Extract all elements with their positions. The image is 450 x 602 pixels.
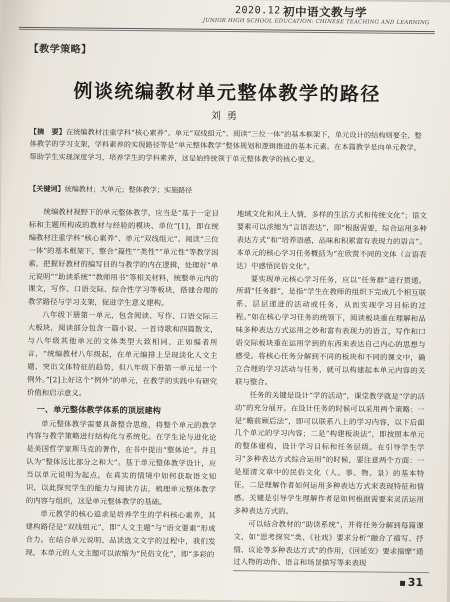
page-number-text: 31 — [407, 575, 424, 590]
article-author: 刘勇 — [210, 110, 243, 123]
body-paragraph: 统编教材视野下的单元整体教学，应当是“基于一定目标和主题所构成的教材与经验的模块、单位”[1]，即在统编教材注重学科“核心素养”、单元“双线组元”、阅读“三位一体”的基本框架下，整合“篇性”“类性”“单元性”等教学因素，把握好教材的编写目的与教学的内在逻辑，处理好“单元说明”“助读系统”“教师用书”等相关材料，统整单元内的课文，写作、口语交际、综合性学习等板块，搭建合理的教学路径与学习支架，促进学生意义建构。 — [27, 207, 219, 308]
magazine-title: 初中语文教与学 — [282, 4, 368, 20]
keywords — [29, 183, 427, 199]
issue-number: 2020.12 — [234, 5, 281, 17]
body-paragraph: 地域文化和风土人情，多样的生活方式和传统文化”；语文要素可以浓缩为“言语表达”，即“根据需要，综合运用多种表达方式”和“培养语感，品味和积累富有表现力的语言”。本单元的核心学习任务概括为“在欣赏不同的文体（言语表达）中感悟民俗文化”。 — [236, 209, 427, 271]
page-number — [400, 576, 423, 589]
left-column — [25, 206, 219, 561]
body-paragraph: 可以结合教材的“助读系统”，并将任务分解到每篇课文，如“思考探究”类、《社戏》要求分析“融合了描写、抒情、议论等多种表达方式”的作用，《回延安》要求揣摩“通过人物的动作、语言和场景描写等来表现 — [233, 519, 424, 568]
right-column — [233, 208, 427, 571]
article-title: 例谈统编教材单元整体教学的路径 — [73, 80, 382, 106]
body-paragraph: 任务的关键是设计“学的活动”，课堂教学就是“学的活动”的充分展开。在设计任务的时候可以采用两个策略：一是“瞻前顾后法”，即可以联系八上的学习内容，以下后面几个单元的学习内容；二是“构建板块法”，即按照本单元的整体建构，设计学习目标和任务层级。在引导学生学习“多种表达方式综合运用”的时候，要注意两个方面：一是厘清文章中的民俗文化（人、事、物、景）的基本特征，二是理解作者如何运用多种表达方式来表现特征和情感。关键是引导学生理解作者是如何根据需要来灵活运用多种表达方式的。 — [233, 389, 426, 516]
keywords-text: 统编教材；大单元；整体教学；实施路径 — [64, 184, 193, 195]
abstract-text: 在统编教材注重学科“核心素养”、单元“双线组元”、阅读“三位一体”的基本框架下，单元设计的结构则要全、整体教学的学习支架，学科素养的实现路径等是“单元整体教学”整体规划和逻辑推进的基本元素。在本篇教学是向单元教学，帮助学生实现深度学习，培养学生的学科素养，这是始终统领于单元整体教学的核心要义。 — [29, 127, 422, 164]
body-paragraph: 八年级下册第一单元，包含阅读、写作、口语交际三大板块，阅读部分包含一篇小说、一首诗歌和四篇散文，与八年级其他单元的文体类型大致相同，正如编者所言，“统编教材八年级起，在单元编排上呈现淡化人文主题、突出文体特征的趋势，但八年级下册第一单元是一个例外。”[2]上好这个“例外”的单元，在教学的实践中有研究价值和启示意义。 — [26, 310, 218, 398]
section-tag: 【教学策略】 — [28, 43, 92, 56]
section-heading: 一、单元整体教学体系的顶层建构 — [36, 403, 162, 415]
magazine-english-title: JUNIOR HIGH SCHOOL EDUCATION: CHINESE TEACHING AND LEARNING — [202, 17, 430, 27]
abstract — [29, 126, 427, 167]
page-marker-icon — [400, 580, 405, 585]
abstract-label: 【摘 要】 — [29, 126, 67, 137]
keywords-label: 【关键词】 — [29, 183, 65, 194]
body-paragraph: 要实现单元核心学习任务，应以“任务群”进行贯通。所谓“任务群”，是指“学生在教师的组织下完成几个相互联系、层层递进的活动或任务，从而实现学习目标的过程。”如在核心学习任务的统领下，阅读板块重在理解和品味多种表达方式运用之妙和富有表现力的语言，写作和口语交际板块重在运用学到的东西来表达自己内心的思想与感受。将核心任务分解到不同的板块和不同的课文中，确立合理的学习活动与任务，就可以构建起本单元内容的关联与整合。 — [235, 273, 427, 387]
body-paragraph: 单元教学的核心追求是培养学生的学科核心素养，其建构路径是“双线组元”，即“人文主题”与“语文要素”形成合力。在结合单元说明、品读选文文字的过程中，我们发现，本单元的人文主题可以浓缩为“民俗文化”，即“多彩的 — [25, 508, 216, 559]
body-paragraph: 单元整体教学需要具备整合思维，将整个单元的教学内容与教学策略进行结构化与系统化。在学生论与进化论是美国哲学家斯马克的著作，在书中提出“整体论”。并且认为“整体远比部分之和大”。基于单元整体教学设计，应当以单元说明为起点，在真实的情境中如何获取语文知识，以此探究学生的能力与阅读方法，梳理单元整体教学的内容与组织，这是单元整体教学的基础。 — [25, 418, 217, 507]
